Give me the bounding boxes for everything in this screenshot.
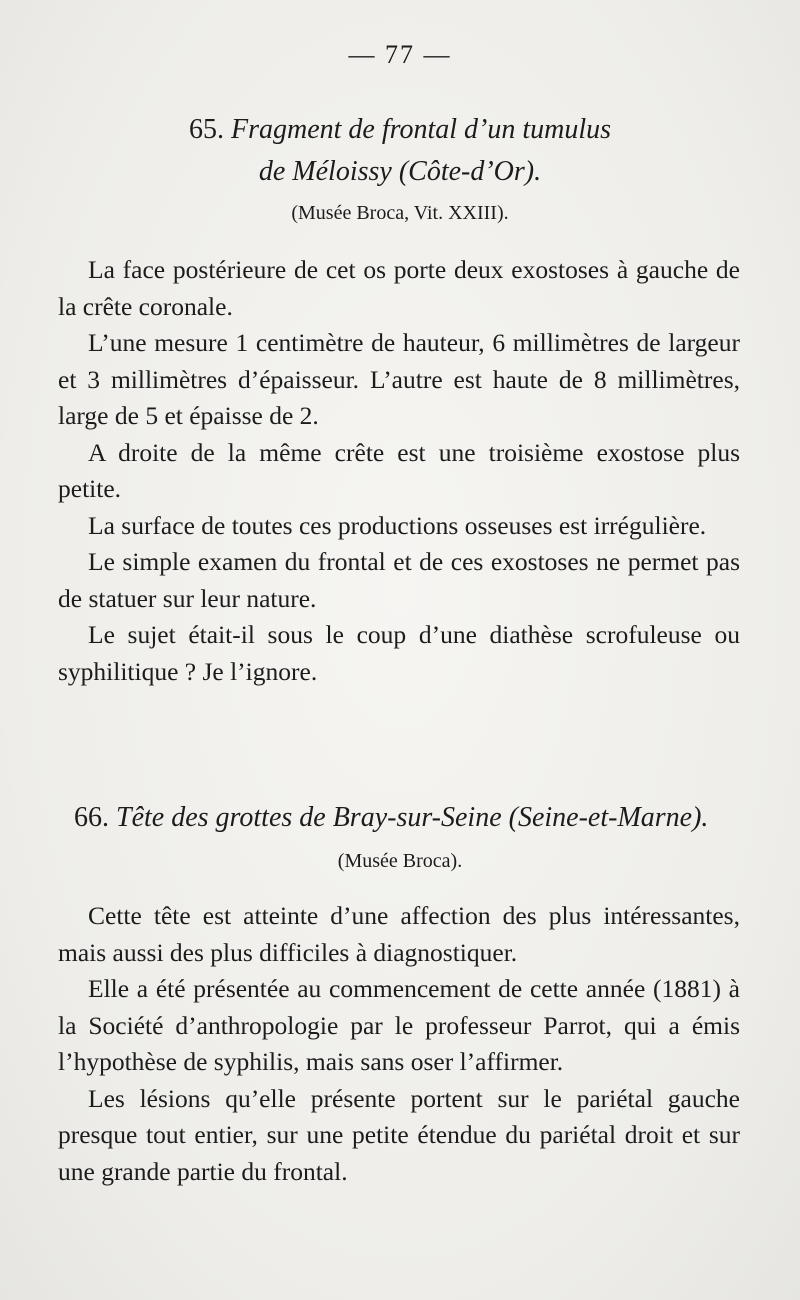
section-65-title-line1: Fragment de frontal d’un tumulus [230, 114, 612, 145]
section-65-paragraph-4: La surface de toutes ces productions osseuses est irrégulière. [88, 510, 707, 540]
section-66-paragraph-3: Les lésions qu’elle présente portent sur le pariétal gauche presque tout entier, sur une petite étendue du pariétal droit et sur une grande partie du frontal. [58, 1083, 740, 1186]
section-66-source: (Musée Broca). [337, 850, 463, 872]
section-65-heading-line2 [0, 152, 800, 192]
section-65-number: 65. [188, 114, 224, 145]
section-66-paragraph-1: Cette tête est atteinte d’une affection des plus intéressantes, mais aussi des plus difficiles à diagnostiquer. [58, 901, 740, 967]
page-number: — 77 — [348, 40, 452, 69]
section-65-paragraph-6: Le sujet était-il sous le coup d’une diathèse scrofuleuse ou syphilitique ? Je l’ignore. [58, 620, 740, 686]
section-65-paragraph-2: L’une mesure 1 centimètre de hauteur, 6 millimètres de largeur et 3 millimètres d’épaisseur. L’autre est haute de 8 millimètres, large de 5 et épaisse de 2. [58, 328, 740, 430]
section-65-paragraph-5: Le simple examen du frontal et de ces exostoses ne permet pas de statuer sur leur nature. [58, 547, 740, 613]
section-66-body [58, 898, 740, 1190]
section-66-number: 66. [74, 802, 109, 833]
section-65-heading [0, 110, 800, 150]
section-65-paragraph-1: La face postérieure de cet os porte deux exostoses à gauche de la crête coronale. [58, 255, 740, 321]
section-66-title: Tête des grottes de Bray-sur-Seine (Seine-et-Marne). [116, 802, 709, 833]
section-65-body [58, 252, 740, 690]
section-65-title-line2: de Méloissy (Côte-d’Or). [258, 156, 542, 187]
section-65-paragraph-3: A droite de la même crête est une troisième exostose plus petite. [58, 437, 740, 503]
section-65-source: (Musée Broca, Vit. XXIII). [291, 202, 509, 224]
section-66-paragraph-2: Elle a été présentée au commencement de cette année (1881) à la Société d’anthropologie par le professeur Parrot, qui a émis l’hypothèse de syphilis, mais sans oser l’affirmer. [58, 974, 740, 1076]
section-66-heading [74, 798, 754, 838]
